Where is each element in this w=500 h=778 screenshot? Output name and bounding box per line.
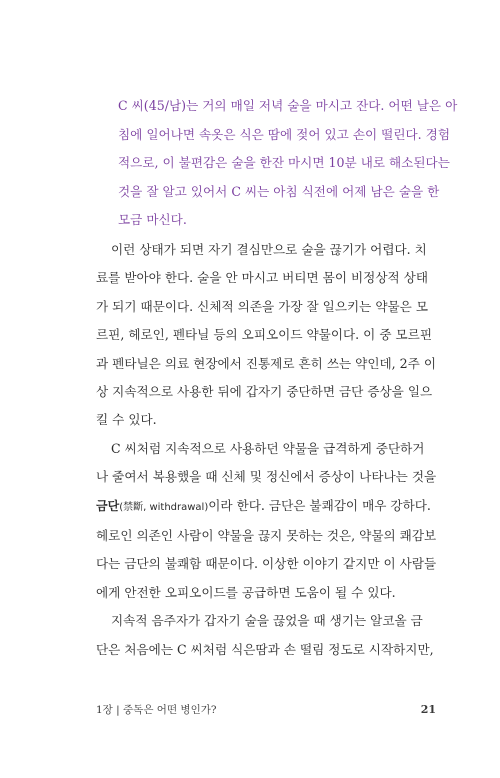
body-line: C 씨처럼 지속적으로 사용하던 약물을 급격하게 중단하거	[111, 440, 425, 456]
chapter-title: 1장 | 중독은 어떤 병인가?	[96, 704, 217, 716]
body-text	[96, 236, 436, 664]
case-example-box	[118, 92, 458, 235]
term-definition-line	[96, 492, 436, 522]
case-line: C 씨(45/남)는 거의 매일 저녁 술을 마시고 잔다. 어떤 날은 아	[118, 98, 458, 113]
body-line: 다는 금단의 불쾌함 때문이다. 이상한 이야기 같지만 이 사람들	[96, 556, 437, 572]
body-line: 상 지속적으로 사용한 뒤에 갑자기 중단하면 금단 증상을 일으	[96, 384, 433, 400]
term-definition-rest: 이라 한다. 금단은 불쾌감이 매우 강하다.	[208, 497, 431, 513]
page-footer	[96, 702, 436, 717]
body-line: 단은 처음에는 C 씨처럼 식은땀과 손 떨림 정도로 시작하지만,	[96, 641, 434, 657]
body-line: 과 펜타닐은 의료 현장에서 진통제로 흔히 쓰는 약인데, 2주 이	[96, 355, 437, 371]
case-line: 침에 일어나면 속옷은 식은 땀에 젖어 있고 손이 떨린다. 경험	[118, 126, 451, 142]
body-line: 에게 안전한 오피오이드를 공급하면 도움이 될 수 있다.	[96, 584, 396, 600]
body-line: 지속적 음주자가 갑자기 술을 끊었을 때 생기는 알코올 금	[111, 613, 423, 629]
term-withdrawal-gloss: (禁斷, withdrawal)	[119, 501, 209, 513]
body-line: 나 줄여서 복용했을 때 신체 및 정신에서 증상이 나타나는 것을	[96, 469, 437, 485]
case-line: 적으로, 이 불편감은 술을 한잔 마시면 10분 내로 해소된다는	[118, 155, 450, 171]
body-line: 료를 받아야 한다. 술을 안 마시고 버티면 몸이 비정상적 상태	[96, 270, 429, 286]
body-line: 이런 상태가 되면 자기 결심만으로 술을 끊기가 어렵다. 치	[111, 242, 427, 257]
body-line: 헤로인 의존인 사람이 약물을 끊지 못하는 것은, 약물의 쾌감보	[96, 528, 437, 544]
case-line: 것을 잘 알고 있어서 C 씨는 아침 식전에 어제 남은 술을 한	[118, 183, 440, 199]
body-line: 킬 수 있다.	[96, 412, 157, 428]
case-line: 모금 마신다.	[118, 212, 187, 228]
body-line: 가 되기 때문이다. 신체적 의존을 가장 잘 일으키는 약물은 모	[96, 298, 429, 314]
page-number: 21	[420, 703, 436, 716]
body-line: 르핀, 헤로인, 펜타닐 등의 오피오이드 약물이다. 이 중 모르핀	[96, 327, 433, 343]
term-withdrawal: 금단	[96, 498, 120, 513]
